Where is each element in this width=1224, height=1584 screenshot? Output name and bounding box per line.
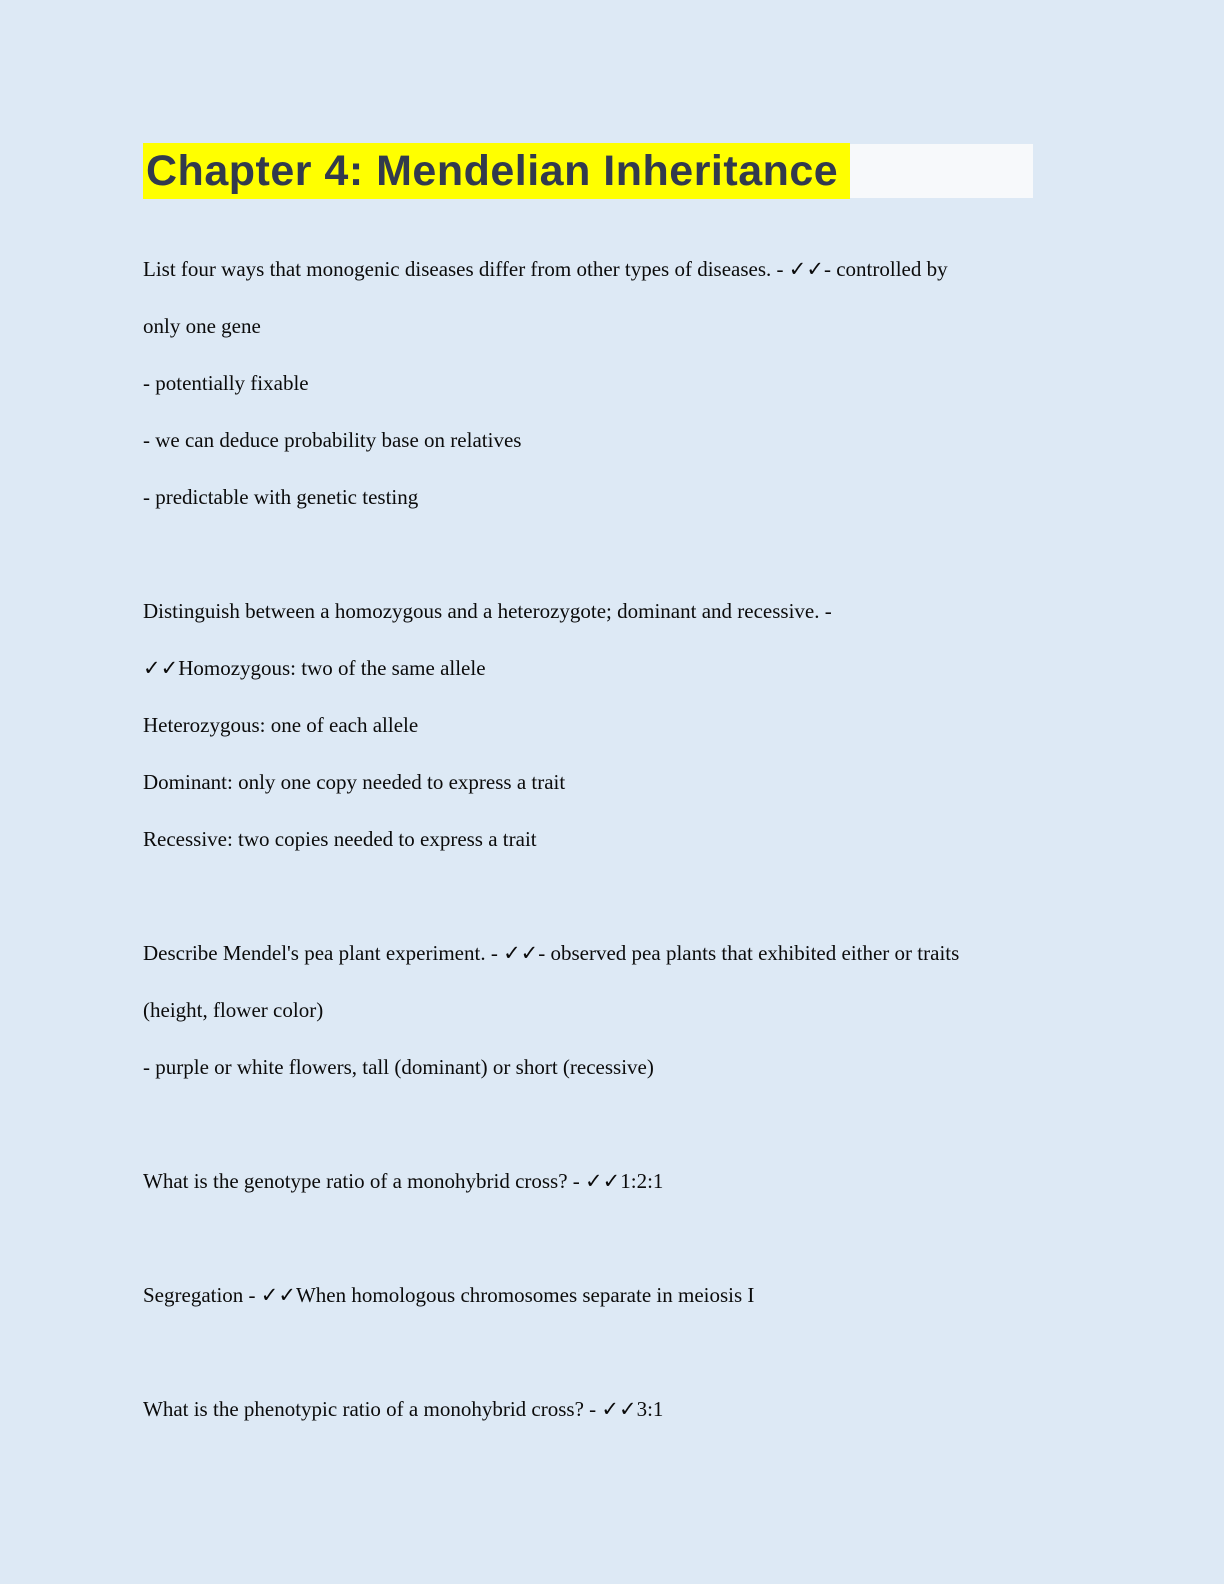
text-line: ✓✓Homozygous: two of the same allele [143, 656, 486, 680]
text-line: Recessive: two copies needed to express a trait [143, 827, 537, 851]
page-title: Chapter 4: Mendelian Inheritance [143, 143, 850, 199]
redacted-text-block [850, 144, 1033, 198]
text-line: List four ways that monogenic diseases differ from other types of diseases. - ✓✓- controlled by [143, 257, 948, 281]
text-line: Heterozygous: one of each allele [143, 713, 419, 737]
text-line: - purple or white flowers, tall (dominant) or short (recessive) [143, 1055, 654, 1079]
text-line: only one gene [143, 314, 261, 338]
text-line: - we can deduce probability base on relatives [143, 428, 522, 452]
text-line: Dominant: only one copy needed to express a trait [143, 770, 566, 794]
text-line: Segregation - ✓✓When homologous chromosomes separate in meiosis I [143, 1283, 755, 1307]
qa-block-genotype-ratio [143, 1153, 1134, 1210]
text-line: - potentially fixable [143, 371, 309, 395]
title-row [143, 143, 1134, 199]
text-line: (height, flower color) [143, 998, 324, 1022]
qa-block-segregation [143, 1267, 1134, 1324]
qa-block-monogenic-diseases [143, 241, 1134, 526]
qa-block-mendel-pea-experiment [143, 925, 1134, 1096]
qa-block-phenotypic-ratio [143, 1381, 1134, 1438]
text-line: Distinguish between a homozygous and a heterozygote; dominant and recessive. - [143, 599, 832, 623]
text-line: - predictable with genetic testing [143, 485, 419, 509]
text-line: Describe Mendel's pea plant experiment. - ✓✓- observed pea plants that exhibited either or traits [143, 941, 960, 965]
text-line: What is the genotype ratio of a monohybrid cross? - ✓✓1:2:1 [143, 1169, 664, 1193]
qa-block-homozygous-heterozygote [143, 583, 1134, 868]
text-line: What is the phenotypic ratio of a monohybrid cross? - ✓✓3:1 [143, 1397, 664, 1421]
